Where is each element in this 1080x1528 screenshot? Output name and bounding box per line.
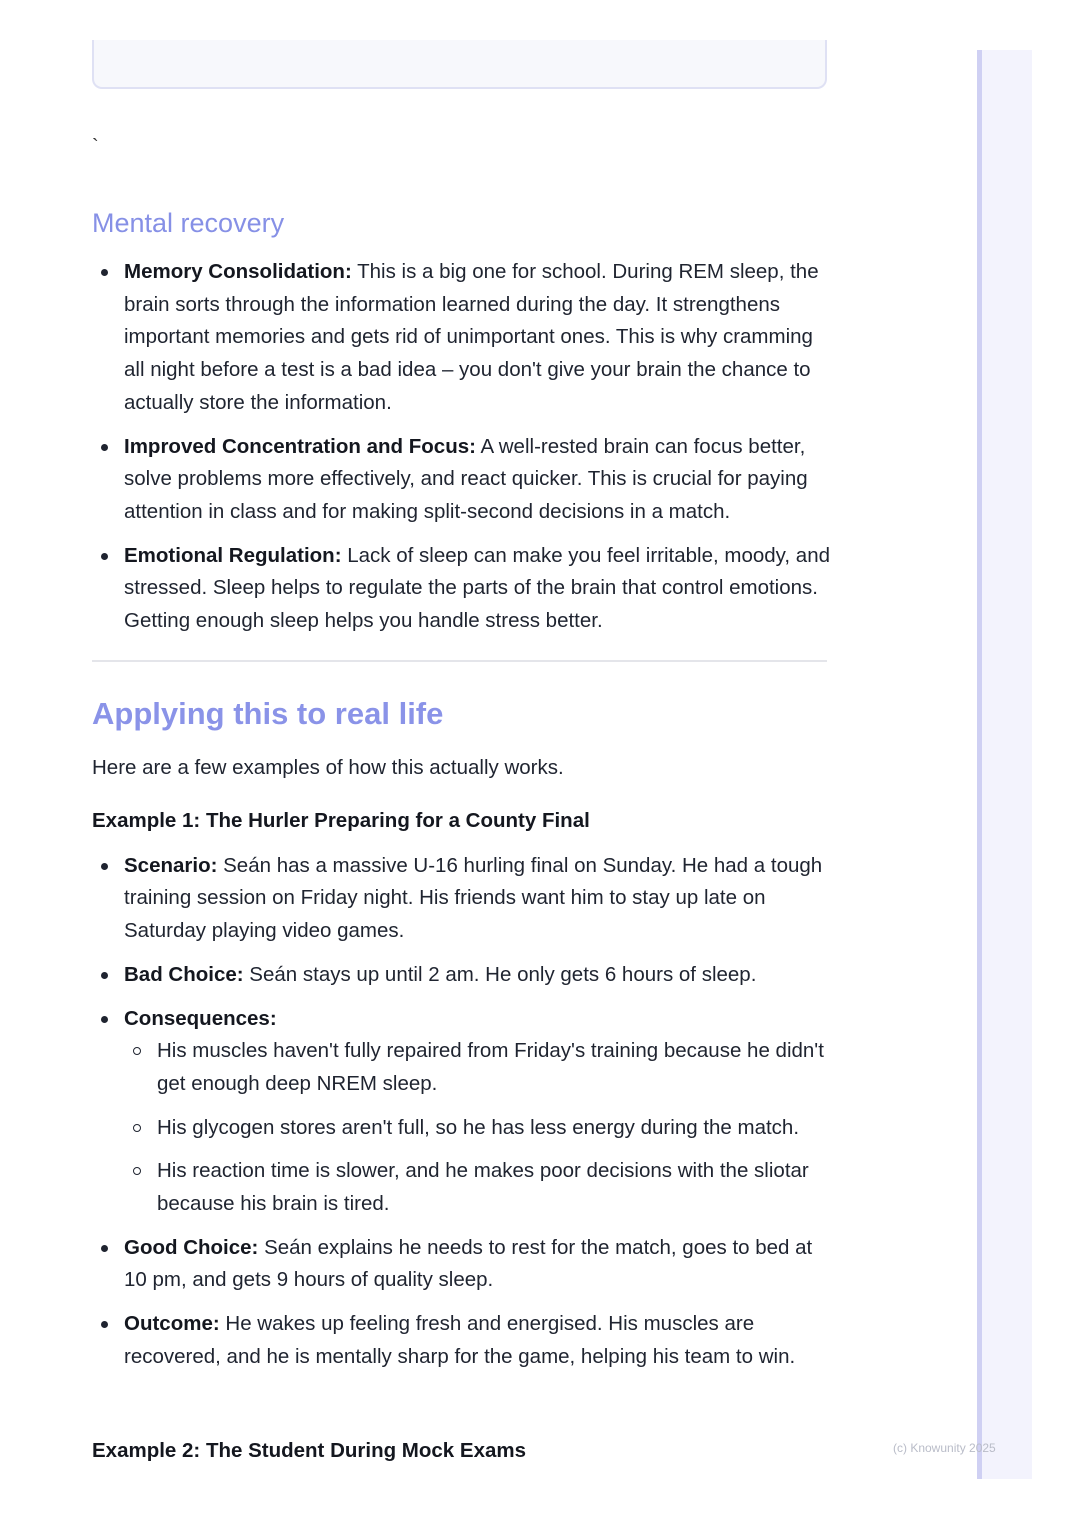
list-item: [92, 540, 832, 638]
example-2-title: Example 2: The Student During Mock Exams: [92, 1439, 527, 1462]
item-label: Good Choice:: [124, 1235, 259, 1259]
list-item: [92, 1232, 832, 1297]
mental-recovery-list: [92, 256, 832, 638]
list-item: [92, 431, 832, 529]
section-divider: [92, 660, 827, 662]
item-label: Improved Concentration and Focus:: [124, 434, 476, 458]
sub-list-item: His muscles haven't fully repaired from Friday's training because he didn't get enough deep NREM sleep.: [124, 1035, 832, 1100]
item-text: Lack of sleep can make you feel irritable, moody, and stressed. Sleep helps to regulate the parts of the brain that control emotions. Getting enough sleep helps you handle stress better.: [124, 543, 830, 633]
list-item: [92, 959, 832, 992]
list-item: [92, 1003, 832, 1221]
item-label: Bad Choice:: [124, 962, 244, 986]
list-item: [92, 256, 832, 420]
item-text: A well-rested brain can focus better, solve problems more effectively, and react quicker. This is crucial for paying attention in class and for making split-second decisions in a match.: [124, 434, 808, 523]
stray-backtick: `: [92, 136, 99, 158]
sub-list-item: His reaction time is slower, and he makes poor decisions with the sliotar because his brain is tired.: [124, 1155, 832, 1220]
item-label: Memory Consolidation:: [124, 260, 352, 283]
item-label: Emotional Regulation:: [124, 543, 342, 567]
applying-intro: Here are a few examples of how this actually works.: [92, 755, 564, 779]
item-text: Seán explains he needs to rest for the match, goes to bed at 10 pm, and gets 9 hours of quality sleep.: [124, 1235, 813, 1292]
side-panel: [977, 50, 1032, 1479]
main-content: [92, 204, 832, 1385]
item-label: Consequences:: [124, 1006, 277, 1030]
sub-list-item: His glycogen stores aren't full, so he has less energy during the match.: [124, 1112, 832, 1145]
item-text: This is a big one for school. During REM sleep, the brain sorts through the information learned during the day. It strengthens important memories and gets rid of unimportant ones. This is why cramming all night before a test is a bad idea – you don't give your brain the chance to actually store the information.: [124, 260, 819, 414]
list-item: [92, 850, 832, 948]
example-1-title: Example 1: The Hurler Preparing for a County Final: [92, 808, 590, 832]
consequences-list: [124, 1035, 832, 1221]
mental-recovery-heading: Mental recovery: [92, 208, 285, 238]
list-item: [92, 1308, 832, 1373]
applying-heading: Applying this to real life: [92, 695, 444, 731]
copyright-watermark: (c) Knowunity 2025: [893, 1441, 996, 1455]
example-1-list: [92, 850, 832, 1374]
item-text: Seán stays up until 2 am. He only gets 6 hours of sleep.: [243, 962, 757, 986]
item-text: Seán has a massive U-16 hurling final on Sunday. He had a tough training session on Friday night. His friends want him to stay up late on Saturday playing video games.: [124, 853, 823, 943]
previous-content-box: [92, 40, 827, 89]
item-label: Outcome:: [124, 1312, 220, 1336]
item-label: Scenario:: [124, 853, 218, 877]
item-text: He wakes up feeling fresh and energised. His muscles are recovered, and he is mentally sharp for the game, helping his team to win.: [124, 1312, 796, 1368]
